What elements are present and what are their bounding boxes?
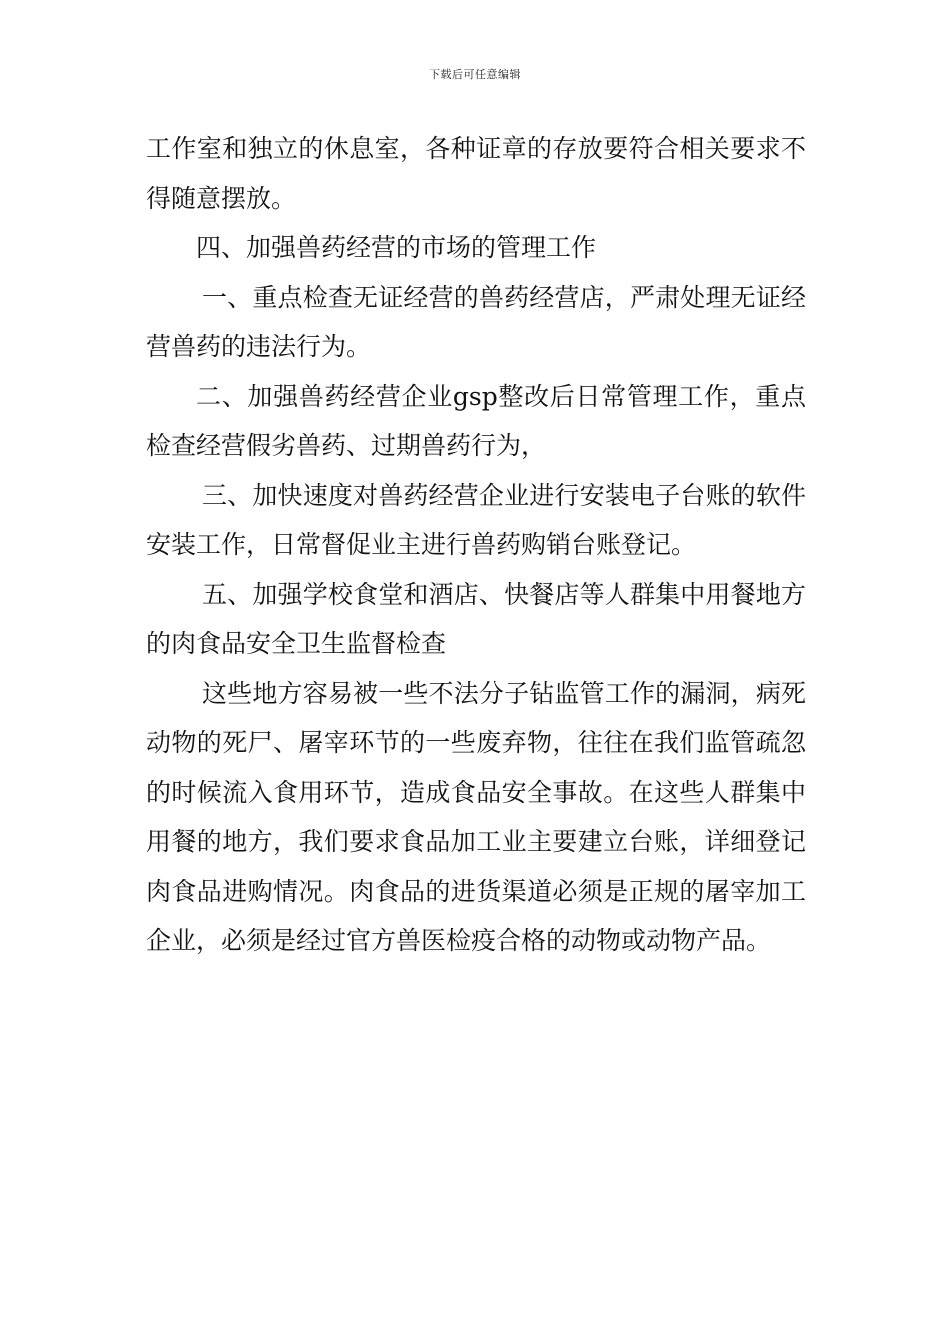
paragraph-item-three: 三、加快速度对兽药经营企业进行安装电子台账的软件安装工作，日常督促业主进行兽药购销台账登记。 (146, 480, 806, 559)
paragraph-item-one: 一、重点检查无证经营的兽药经营店，严肃处理无证经营兽药的违法行为。 (146, 282, 806, 361)
paragraph-body: 这些地方容易被一些不法分子钻监管工作的漏洞，病死动物的死尸、屠宰环节的一些废弃物，往往在我们监管疏忽的时候流入食用环节，造成食品安全事故。在这些人群集中用餐的地方，我们要求食品加工业主要建立台账，详细登记肉食品进购情况。肉食品的进货渠道必须是正规的屠宰加工企业，必须是经过官方兽医检疫合格的动物或动物产品。 (146, 678, 806, 955)
document-body (146, 124, 806, 966)
paragraph-item-two: 二、加强兽药经营企业gsp整改后日常管理工作，重点检查经营假劣兽药、过期兽药行为， (146, 381, 806, 460)
header-note: 下载后可任意编辑 (429, 68, 521, 81)
section-heading-five: 五、加强学校食堂和酒店、快餐店等人群集中用餐地方的肉食品安全卫生监督检查 (146, 579, 806, 658)
paragraph-continuation: 工作室和独立的休息室，各种证章的存放要符合相关要求不得随意摆放。 (146, 134, 806, 213)
section-heading-four: 四、加强兽药经营的市场的管理工作 (196, 233, 597, 262)
